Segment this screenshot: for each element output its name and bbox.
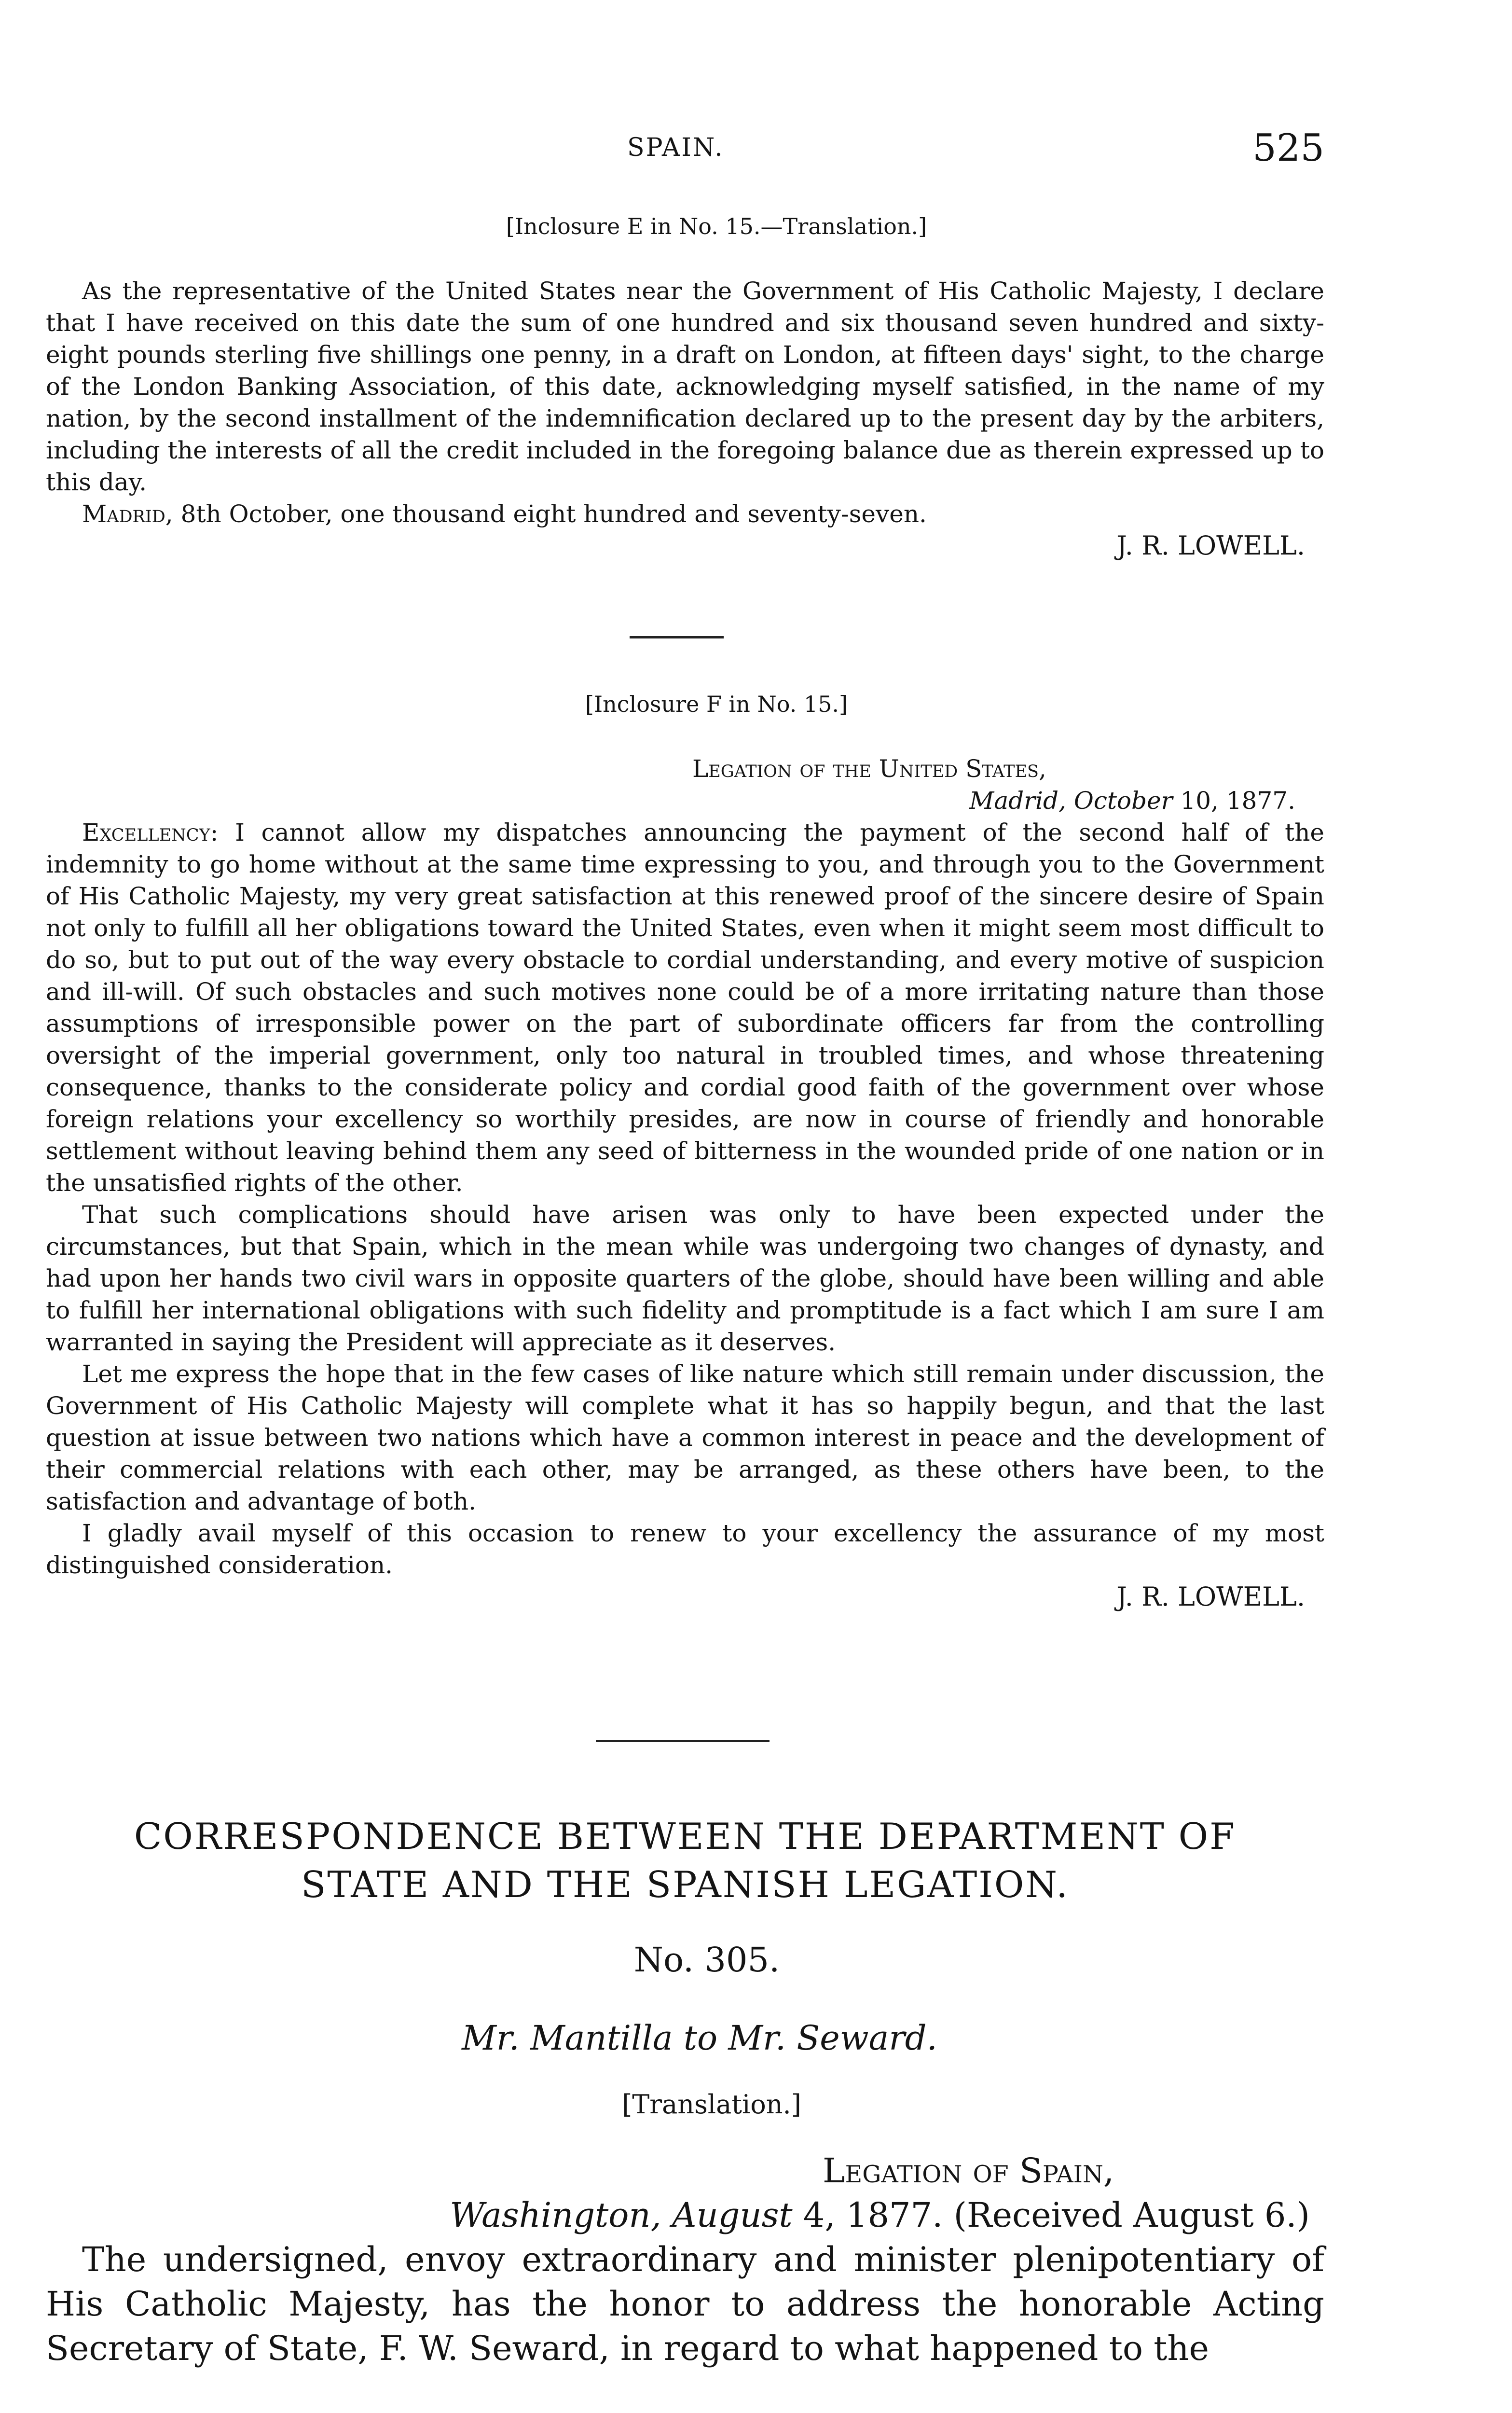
- running-head-title: SPAIN.: [627, 133, 724, 162]
- inclosure-f-legation: Legation of the United States,: [692, 755, 1046, 783]
- inclosure-f-paragraph-1: Excellency: I cannot allow my dispatches announcing the payment of the second half of the indemnity to go home without at the same time expressing to you, and through you to the Government of His Catholic Majesty, my very great satisfaction at this renewed proof of the sincere desire of Spain not only to fulfill all her obligations toward the United States, even when it might seem most difficult to do so, but to put out of the way every obstacle to cordial understanding, and every motive of suspicion and ill-will. Of such obstacles and such motives none could be of a more irritating nature than those assumptions of irresponsible power on the part of subordinate officers far from the controlling oversight of the imperial government, only too natural in troubled times, and whose threatening consequence, thanks to the considerate policy and cordial good faith of the government over whose foreign relations your excellency so worthily presides, are now in course of friendly and honorable settlement without leaving behind them any seed of bitterness in the wounded pride of one nation or in the unsatisfied rights of the other.: [46, 818, 1324, 1197]
- inclosure-f-caption: [Inclosure F in No. 15.]: [585, 691, 848, 717]
- correspondence-section: [46, 1812, 1324, 2371]
- inclosure-e-caption: [Inclosure E in No. 15.—Translation.]: [506, 213, 927, 239]
- correspondents: Mr. Mantilla to Mr. Seward.: [462, 2018, 937, 2058]
- inclosure-f-letter: [46, 753, 1324, 1613]
- translation-note: [Translation.]: [622, 2089, 801, 2120]
- section-divider: [630, 636, 724, 638]
- inclosure-f-signature: J. R. LOWELL.: [1116, 1581, 1305, 1612]
- inclosure-e-body: [46, 275, 1324, 562]
- salutation: Excellency:: [82, 818, 219, 846]
- inclosure-e-paragraph: As the representative of the United States near the Government of His Catholic Majesty, I declare that I have received on this date the sum of one hundred and six thousand seven hundred and sixty-eight pounds sterling five shillings one penny, in a draft on London, at fifteen days' sight, to the charge of the London Banking Association, of this date, acknowledging myself satisfied, in the name of my nation, by the second installment of the indemnification declared up to the present day by the arbiters, including the interests of all the credit included in the foregoing balance due as therein expressed up to this day.: [46, 277, 1324, 496]
- inclosure-e-signature: J. R. LOWELL.: [1116, 530, 1305, 561]
- inclosure-f-paragraph-3: Let me express the hope that in the few cases of like nature which still remain under discussion, the Government of His Catholic Majesty will complete what it has so happily begun, and that the last question at issue between two nations which have a common interest in peace and the development of their commercial relations with each other, may be arranged, as these others have been, to the satisfaction and advantage of both.: [46, 1360, 1324, 1515]
- section-dateline: Washington, August 4, 1877. (Received August 6.): [450, 2195, 1310, 2235]
- inclosure-f-paragraph-4: I gladly avail myself of this occasion to renew to your excellency the assurance of my most distinguished consideration.: [46, 1519, 1324, 1579]
- section-heading: CORRESPONDENCE BETWEEN THE DEPARTMENT OF STATE AND THE SPANISH LEGATION.: [134, 1815, 1237, 1906]
- section-body: The undersigned, envoy extraordinary and minister plenipotentiary of His Catholic Majesty, has the honor to address the honorable Acting Secretary of State, F. W. Seward, in regard to what happened to the: [46, 2240, 1324, 2368]
- inclosure-e-dateline: [46, 498, 1324, 530]
- section-divider: [596, 1740, 770, 1742]
- dateline-place: Madrid,: [82, 500, 173, 528]
- page-number: 525: [1252, 126, 1324, 170]
- inclosure-f-dateline: Madrid, October 10, 1877.: [969, 787, 1295, 815]
- section-legation: Legation of Spain,: [823, 2151, 1114, 2191]
- running-head: [46, 126, 1324, 170]
- inclosure-f-paragraph-2: That such complications should have arisen was only to have been expected under the circumstances, but that Spain, which in the mean while was undergoing two changes of dynasty, and had upon her hands two civil wars in opposite quarters of the globe, should have been willing and able to fulfill her international obligations with such fidelity and promptitude is a fact which I am sure I am warranted in saying the President will appreciate as it deserves.: [46, 1201, 1324, 1356]
- document-number: No. 305.: [633, 1940, 780, 1980]
- dateline-date: 8th October, one thousand eight hundred and seventy-seven.: [180, 500, 927, 528]
